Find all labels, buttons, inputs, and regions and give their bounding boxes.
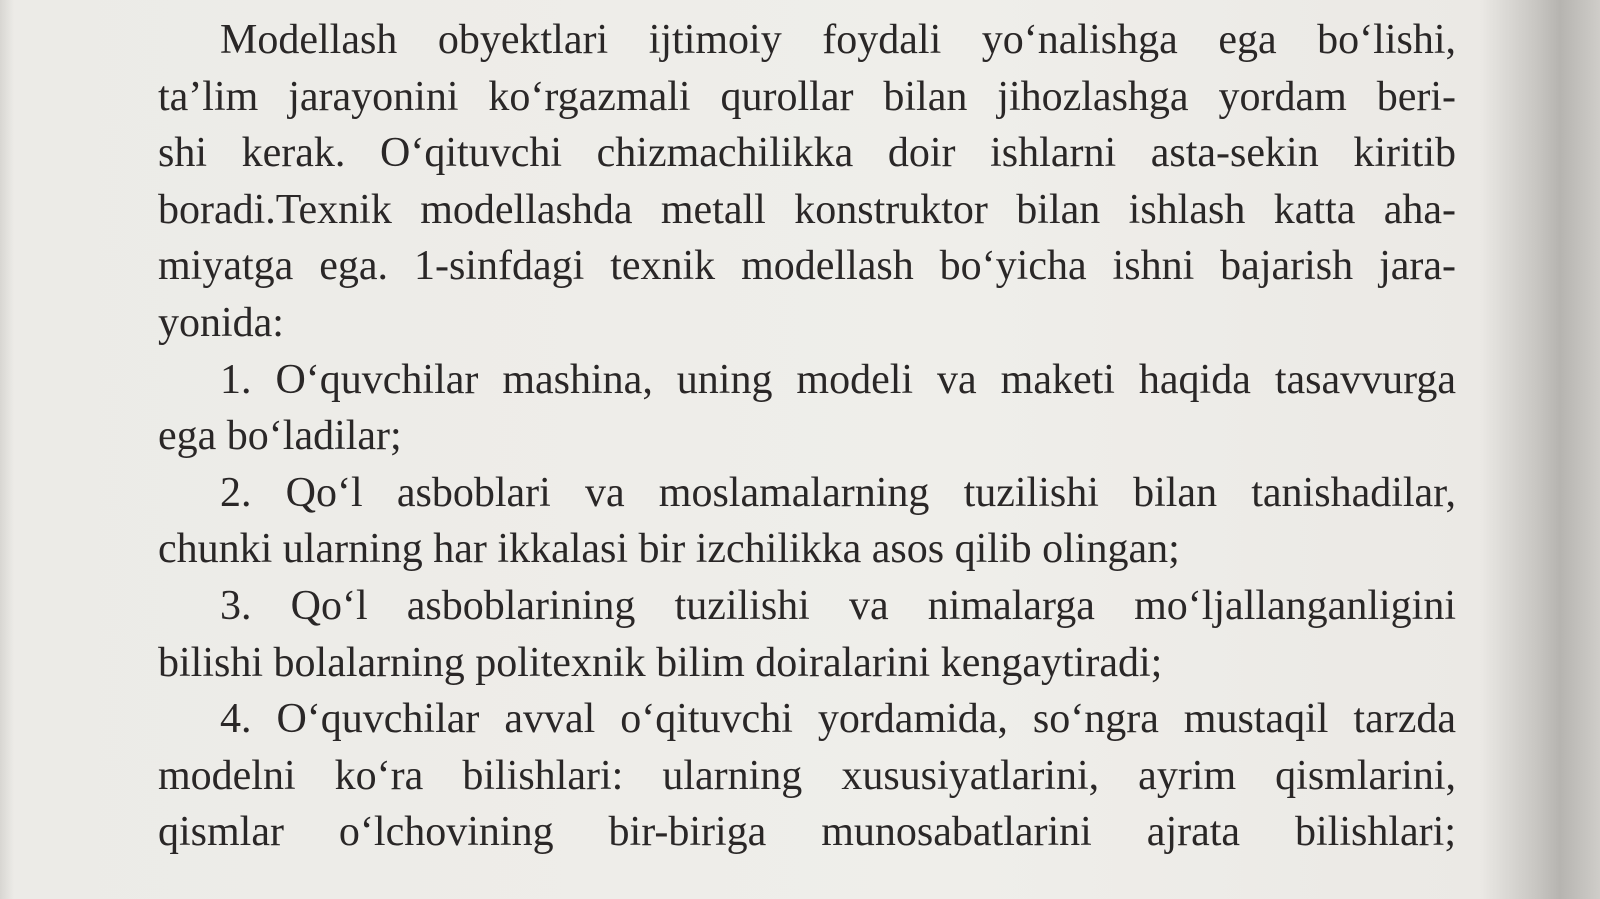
page-text [158,12,1456,861]
list-item-1-line-2: ega bo‘ladilar; [158,413,402,460]
text-line-4: boradi.Texnik modellashda metall konstruktor bilan ishlash katta aha- [158,186,1456,233]
list-item-3-line-1: 3. Qo‘l asboblarining tuzilishi va nimalarga mo‘ljallanganligini [220,582,1456,629]
list-item-3-line-2: bilishi bolalarning politexnik bilim doiralarini kengaytiradi; [158,639,1163,686]
list-item-1-line-1: 1. O‘quvchilar mashina, uning modeli va maketi haqida tasavvurga [220,356,1456,403]
text-line-1: Modellash obyektlari ijtimoiy foydali yo‘nalishga ega bo‘lishi, [220,17,1456,63]
text-line-6: yonida: [158,299,284,346]
text-line-5: miyatga ega. 1-sinfdagi texnik modellash bo‘yicha ishni bajarish jara- [158,243,1456,290]
text-line-2: ta’lim jarayonini ko‘rgazmali qurollar bilan jihozlashga yordam beri- [158,73,1456,120]
list-item-4-line-2: modelni ko‘ra bilishlari: ularning xususiyatlarini, ayrim qismlarini, [158,752,1456,799]
list-item-4-line-1: 4. O‘quvchilar avval o‘qituvchi yordamida, so‘ngra mustaqil tarzda [220,696,1456,743]
list-item-2-line-2: chunki ularning har ikkalasi bir izchilikka asos qilib olingan; [158,526,1180,573]
text-line-3: shi kerak. O‘qituvchi chizmachilikka doir ishlarni asta-sekin kiritib [158,130,1456,177]
list-item-4-line-3: qismlar o‘lchovining bir-biriga munosabatlarini ajrata bilishlari; [158,809,1456,856]
list-item-2-line-1: 2. Qo‘l asboblari va moslamalarning tuzilishi bilan tanishadilar, [220,469,1456,516]
